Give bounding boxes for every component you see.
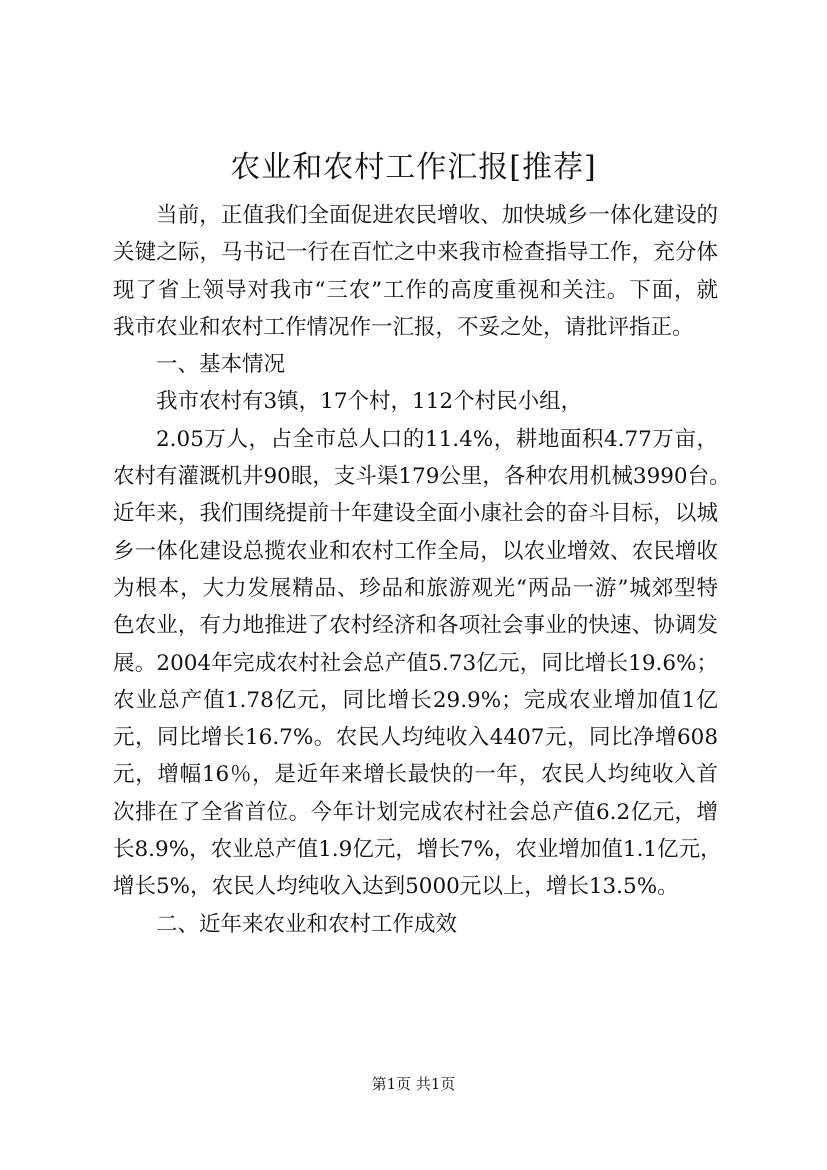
- body-line-1: 当前，正值我们全面促进农民增收、加快城乡一体化建设的: [156, 203, 718, 228]
- body-line-10: 乡一体化建设总揽农业和农村工作全局，以农业增效、农民增收: [113, 538, 718, 564]
- body-line-19: 增长5%，农民人均纯收入达到5000元以上，增长13.5%。: [113, 874, 679, 900]
- body-line-14: 农业总产值1.78亿元，同比增长29.9%；完成农业增加值1亿: [113, 687, 718, 713]
- body-line-16: 元，增幅16％，是近年来增长最快的一年，农民人均纯收入首: [113, 762, 718, 788]
- body-line-4: 我市农业和农村工作情况作一汇报，不妥之处，请批评指正。: [113, 314, 694, 340]
- body-line-8: 农村有灌溉机井90眼，支斗渠179公里，各种农用机械3990台。: [113, 464, 731, 490]
- document-body: [113, 197, 731, 943]
- body-line-3: 现了省上领导对我市“三农”工作的高度重视和关注。下面，就: [113, 277, 718, 303]
- page-footer: 第1页 共1页: [371, 1075, 456, 1093]
- body-line-9: 近年来，我们围绕提前十年建设全面小康社会的奋斗目标，以城: [113, 501, 718, 527]
- body-line-2: 关键之际，马书记一行在百忙之中来我市检查指导工作，充分体: [113, 240, 718, 266]
- body-line-17: 次排在了全省首位。今年计划完成农村社会总产值6.2亿元，增: [113, 799, 718, 825]
- document-title: 农业和农村工作汇报[推荐]: [230, 150, 597, 185]
- body-line-18: 长8.9%，农业总产值1.9亿元，增长7%，农业增加值1.1亿元，: [113, 837, 722, 863]
- body-line-6: 我市农村有3镇，17个村，112个村民小组，: [156, 389, 583, 415]
- section-heading-basic-info: 一、基本情况: [156, 352, 286, 378]
- section-heading-achievements: 二、近年来农业和农村工作成效: [156, 911, 458, 937]
- body-line-13: 展。2004年完成农村社会总产值5.73亿元，同比增长19.6%；: [113, 650, 718, 676]
- body-line-12: 色农业，有力地推进了农村经济和各项社会事业的快速、协调发: [113, 613, 718, 639]
- body-line-15: 元，同比增长16.7%。农民人均纯收入4407元，同比净增608: [113, 725, 718, 751]
- body-line-11: 为根本，大力发展精品、珍品和旅游观光“两品一游”城郊型特: [113, 575, 718, 601]
- body-line-7: 2.05万人，占全市总人口的11.4%，耕地面积4.77万亩，: [156, 426, 718, 452]
